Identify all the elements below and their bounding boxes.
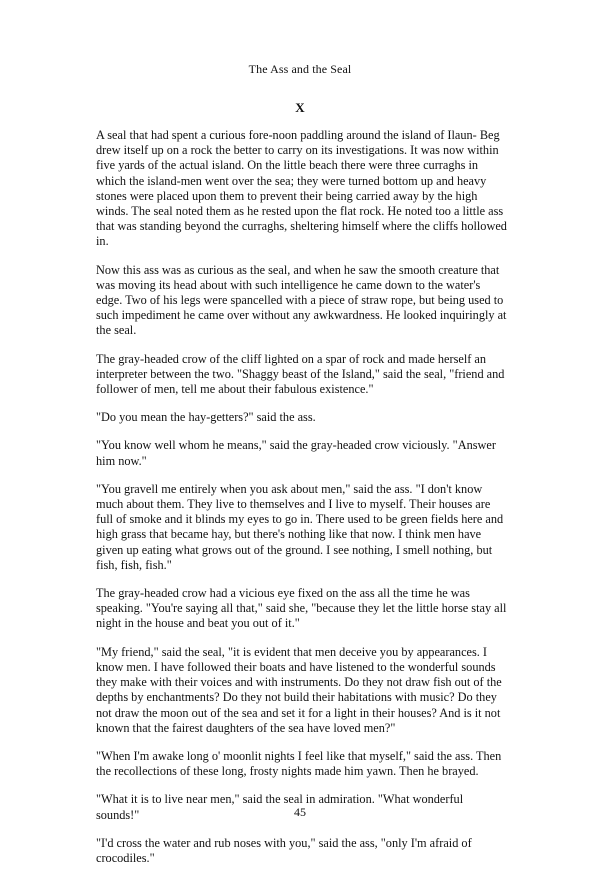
paragraph: The gray-headed crow had a vicious eye fixed on the ass all the time he was speaking. "You're saying all that," said she, "because they let the little horse stay all night in the house and beat you out of it.": [96, 586, 507, 631]
body-text: [96, 128, 508, 879]
paragraph: "I'd cross the water and rub noses with you," said the ass, "only I'm afraid of crocodiles.": [96, 835, 472, 865]
paragraph: "What it is to live near men," said the seal in admiration. "What wonderful sounds!": [96, 792, 464, 822]
paragraph: "When I'm awake long o' moonlit nights I feel like that myself," said the ass. Then the recollections of these long, frosty nights made him yawn. Then he brayed.: [96, 748, 502, 779]
paragraph: A seal that had spent a curious fore-noon paddling around the island of Ilaun- Beg drew itself up on a rock the better to carry on its investigations. It was now within five yards of the actual island. On the little beach there were three curraghs in which the island-men went over the sea; they were turned bottom up and heavy stones were placed upon them to prevent their being carried away by the high winds. The seal noted them as he rested upon the flat rock. He noted too a little ass that was standing beyond the curraghs, sheltering himself where the cliffs hollowed in.: [96, 128, 507, 249]
page-number: 45: [294, 805, 306, 819]
chapter-heading: X: [295, 100, 305, 115]
paragraph: The gray-headed crow of the cliff lighted on a spar of rock and made herself an interpreter between the two. "Shaggy beast of the Island," said the seal, "friend and follower of men, tell me about their fabulous existence.": [96, 351, 505, 397]
paragraph: Now this ass was as curious as the seal, and when he saw the smooth creature that was moving its head about with such intelligence he came down to the water's edge. Two of his legs were spancelled with a piece of straw rope, but being used to such impediment he came over without any awkwardness. He looked inquiringly at the seal.: [96, 262, 507, 338]
paragraph: "Do you mean the hay-getters?" said the ass.: [96, 410, 316, 425]
paragraph: "My friend," said the seal, "it is evident that men deceive you by appearances. I know men. I have followed their boats and have listened to the wonderful sounds they make with their voices and with instruments. Do they not draw fish out of the depths by enchantments? Do they not build their habitations with music? Do they not draw the moon out of the sea and set it for a light in their houses? And is it not known that the fairest daughters of the sea have loved men?": [96, 644, 502, 735]
paragraph: "You gravell me entirely when you ask about men," said the ass. "I don't know much about them. They live to themselves and I live to myself. Their houses are full of smoke and it blinds my eyes to go in. There used to be green fields here and high grass that became hay, but there's nothing like that now. I think men have given up eating what grows out of the ground. I see nothing, I smell nothing, but fish, fish, fish.": [96, 481, 504, 572]
paragraph: "You know well whom he means," said the gray-headed crow viciously. "Answer him now.": [96, 438, 496, 468]
page-title: The Ass and the Seal: [248, 62, 352, 76]
